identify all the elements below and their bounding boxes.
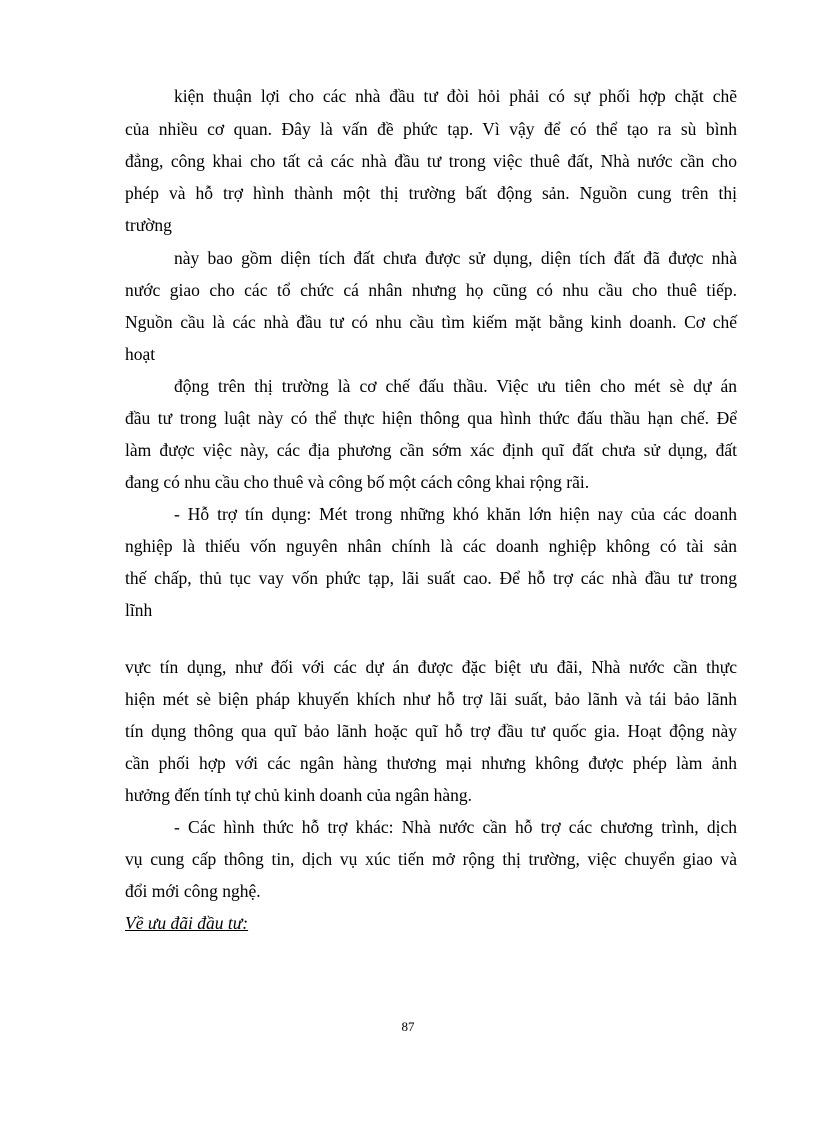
text-line: Nguồn cầu là các nhà đầu tư có nhu cầu tìm kiếm mặt bằng kinh doanh. Cơ chế (125, 312, 737, 332)
text-line: - Hỗ trợ tín dụng: Mét trong những khó khăn lớn hiện nay của các doanh (174, 504, 737, 524)
text-line: đổi mới công nghệ. (125, 881, 261, 901)
text-line: lĩnh (125, 600, 153, 620)
text-line: - Các hình thức hỗ trợ khác: Nhà nước cần hỗ trợ các chương trình, dịch (174, 817, 737, 837)
text-line: phép và hỗ trợ hình thành một thị trường bất động sản. Nguồn cung trên thị (125, 183, 737, 203)
text-line: nước giao cho các tổ chức cá nhân nhưng họ cũng có nhu cầu cho thuê tiếp. (125, 280, 737, 300)
text-line: nghiệp là thiếu vốn nguyên nhân chính là các doanh nghiệp không có tài sản (125, 536, 737, 556)
text-line: kiện thuận lợi cho các nhà đầu tư đòi hỏi phải có sự phối hợp chặt chẽ (174, 86, 737, 106)
text-line: động trên thị trường là cơ chế đấu thầu. Việc ưu tiên cho mét sè dự án (174, 376, 737, 396)
section-heading: Về ưu đãi đầu tư: (125, 913, 249, 933)
text-line: hưởng đến tính tự chủ kinh doanh của ngân hàng. (125, 785, 473, 805)
text-line: thế chấp, thủ tục vay vốn phức tạp, lãi suất cao. Để hỗ trợ các nhà đầu tư trong (125, 568, 737, 588)
page-number: 87 (401, 1019, 415, 1034)
text-line: hoạt (125, 344, 156, 364)
text-line: tín dụng thông qua quĩ bảo lãnh hoặc quĩ hỗ trợ đầu tư quốc gia. Hoạt động này (125, 721, 737, 741)
text-line: đang có nhu cầu cho thuê và công bố một cách công khai rộng rãi. (125, 472, 590, 492)
text-line: hiện mét sè biện pháp khuyến khích như hỗ trợ lãi suất, bảo lãnh và tái bảo lãnh (125, 689, 737, 709)
text-line: trường (125, 215, 172, 235)
text-line: cần phối hợp với các ngân hàng thương mại nhưng không được phép làm ảnh (125, 753, 737, 773)
text-line: của nhiều cơ quan. Đây là vấn đề phức tạp. Vì vậy để có thể tạo ra sù bình (125, 119, 737, 139)
text-line: vực tín dụng, như đối với các dự án được đặc biệt ưu đãi, Nhà nước cần thực (125, 657, 737, 677)
text-line: đầu tư trong luật này có thể thực hiện thông qua hình thức đấu thầu hạn chế. Để (125, 408, 737, 428)
text-line: làm được việc này, các địa phương cần sớm xác định quĩ đất chưa sử dụng, đất (125, 440, 737, 460)
text-line: vụ cung cấp thông tin, dịch vụ xúc tiến mở rộng thị trường, việc chuyển giao và (125, 849, 737, 869)
text-line: đẳng, công khai cho tất cả các nhà đầu tư trong việc thuê đất, Nhà nước cần cho (125, 151, 737, 171)
text-line: này bao gồm diện tích đất chưa được sử dụng, diện tích đất đã được nhà (174, 248, 737, 268)
